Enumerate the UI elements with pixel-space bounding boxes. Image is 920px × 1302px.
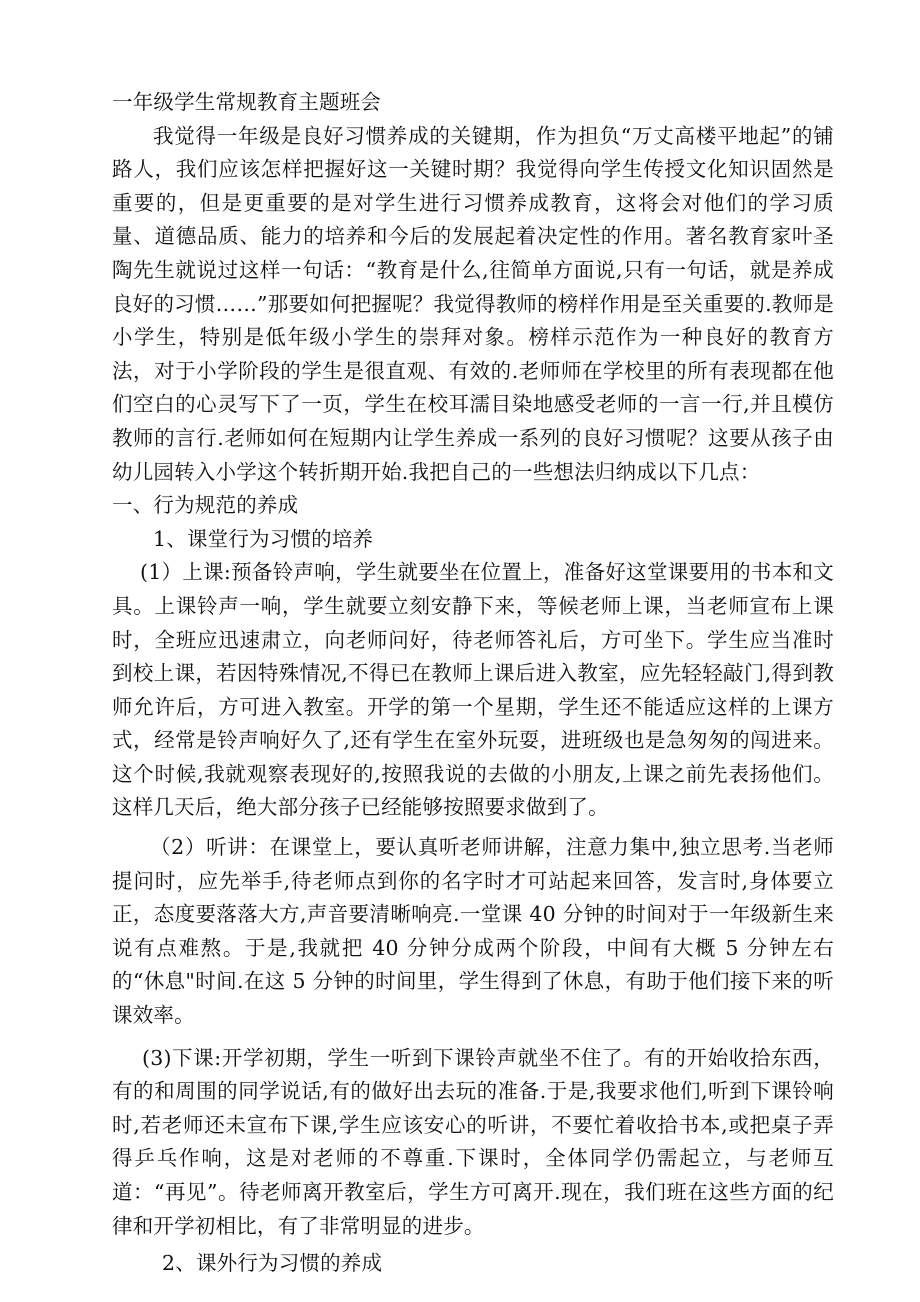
paragraph-class-start: (1）上课:预备铃声响，学生就要坐在位置上，准备好这堂课要用的书本和文具。上课铃声一响，学生就要立刻安静下来，等候老师上课，当老师宣布上课时，全班应迅速肃立，向老师问好，待老师答礼后，方可坐下。学生应当准时到校上课，若因特殊情况,不得已在教师上课后进入教室，应先轻轻敲门,得到教师允许后，方可进入教室。开学的第一个星期，学生还不能适应这样的上课方式，经常是铃声响好久了,还有学生在室外玩耍，进班级也是急匆匆的闯进来。这个时候,我就观察表现好的,按照我说的去做的小朋友,上课之前先表扬他们。这样几天后，绝大部分孩子已经能够按照要求做到了。 <box>112 560 834 820</box>
subsection-heading-extracurricular: 2、课外行为习惯的养成 <box>162 1251 383 1276</box>
section-heading-behavior: 一、行为规范的养成 <box>112 493 299 518</box>
paragraph-listening: （2）听讲：在课堂上，要认真听老师讲解，注意力集中,独立思考.当老师提问时，应先举手,待老师点到你的名字时才可站起来回答，发言时,身体要立正，态度要落落大方,声音要清晰响亮.一堂课 40 分钟的时间对于一年级新生来说有点难熬。于是,我就把 40 分钟分成两个阶段，中间有大概 5 分钟左右的“休息"时间.在这 5 分钟的时间里，学生得到了休息，有助于他们接下来的听课效率。 <box>112 835 834 1028</box>
document-title: 一年级学生常规教育主题班会 <box>112 90 382 114</box>
document-page <box>112 86 834 1281</box>
paragraph-class-end: (3)下课:开学初期，学生一听到下课铃声就坐不住了。有的开始收拾东西，有的和周围的同学说话,有的做好出去玩的准备.于是,我要求他们,听到下课铃响时,若老师还未宣布下课,学生应该安心的听讲，不要忙着收拾书本,或把桌子弄得乒乓作响，这是对老师的不尊重.下课时，全体同学仍需起立，与老师互道：“再见”。待老师离开教室后，学生方可离开.现在，我们班在这些方面的纪律和开学初相比，有了非常明显的进步。 <box>112 1045 834 1238</box>
subsection-heading-classroom: 1、课堂行为习惯的培养 <box>153 526 374 551</box>
intro-paragraph: 我觉得一年级是良好习惯养成的关键期，作为担负“万丈高楼平地起”的铺路人，我们应该怎样把握好这一关键时期？我觉得向学生传授文化知识固然是重要的，但是更重要的是对学生进行习惯养成教育，这将会对他们的学习质量、道德品质、能力的培养和今后的发展起着决定性的作用。著名教育家叶圣陶先生就说过这样一句话：“教育是什么,往简单方面说,只有一句话，就是养成良好的习惯……”那要如何把握呢？我觉得教师的榜样作用是至关重要的.教师是小学生，特别是低年级小学生的崇拜对象。榜样示范作为一种良好的教育方法，对于小学阶段的学生是很直观、有效的.老师师在学校里的所有表现都在他们空白的心灵写下了一页，学生在校耳濡目染地感受老师的一言一行,并且模仿教师的言行.老师如何在短期内让学生养成一系列的良好习惯呢？这要从孩子由幼儿园转入小学这个转折期开始.我把自己的一些想法归纳成以下几点： <box>112 123 834 484</box>
